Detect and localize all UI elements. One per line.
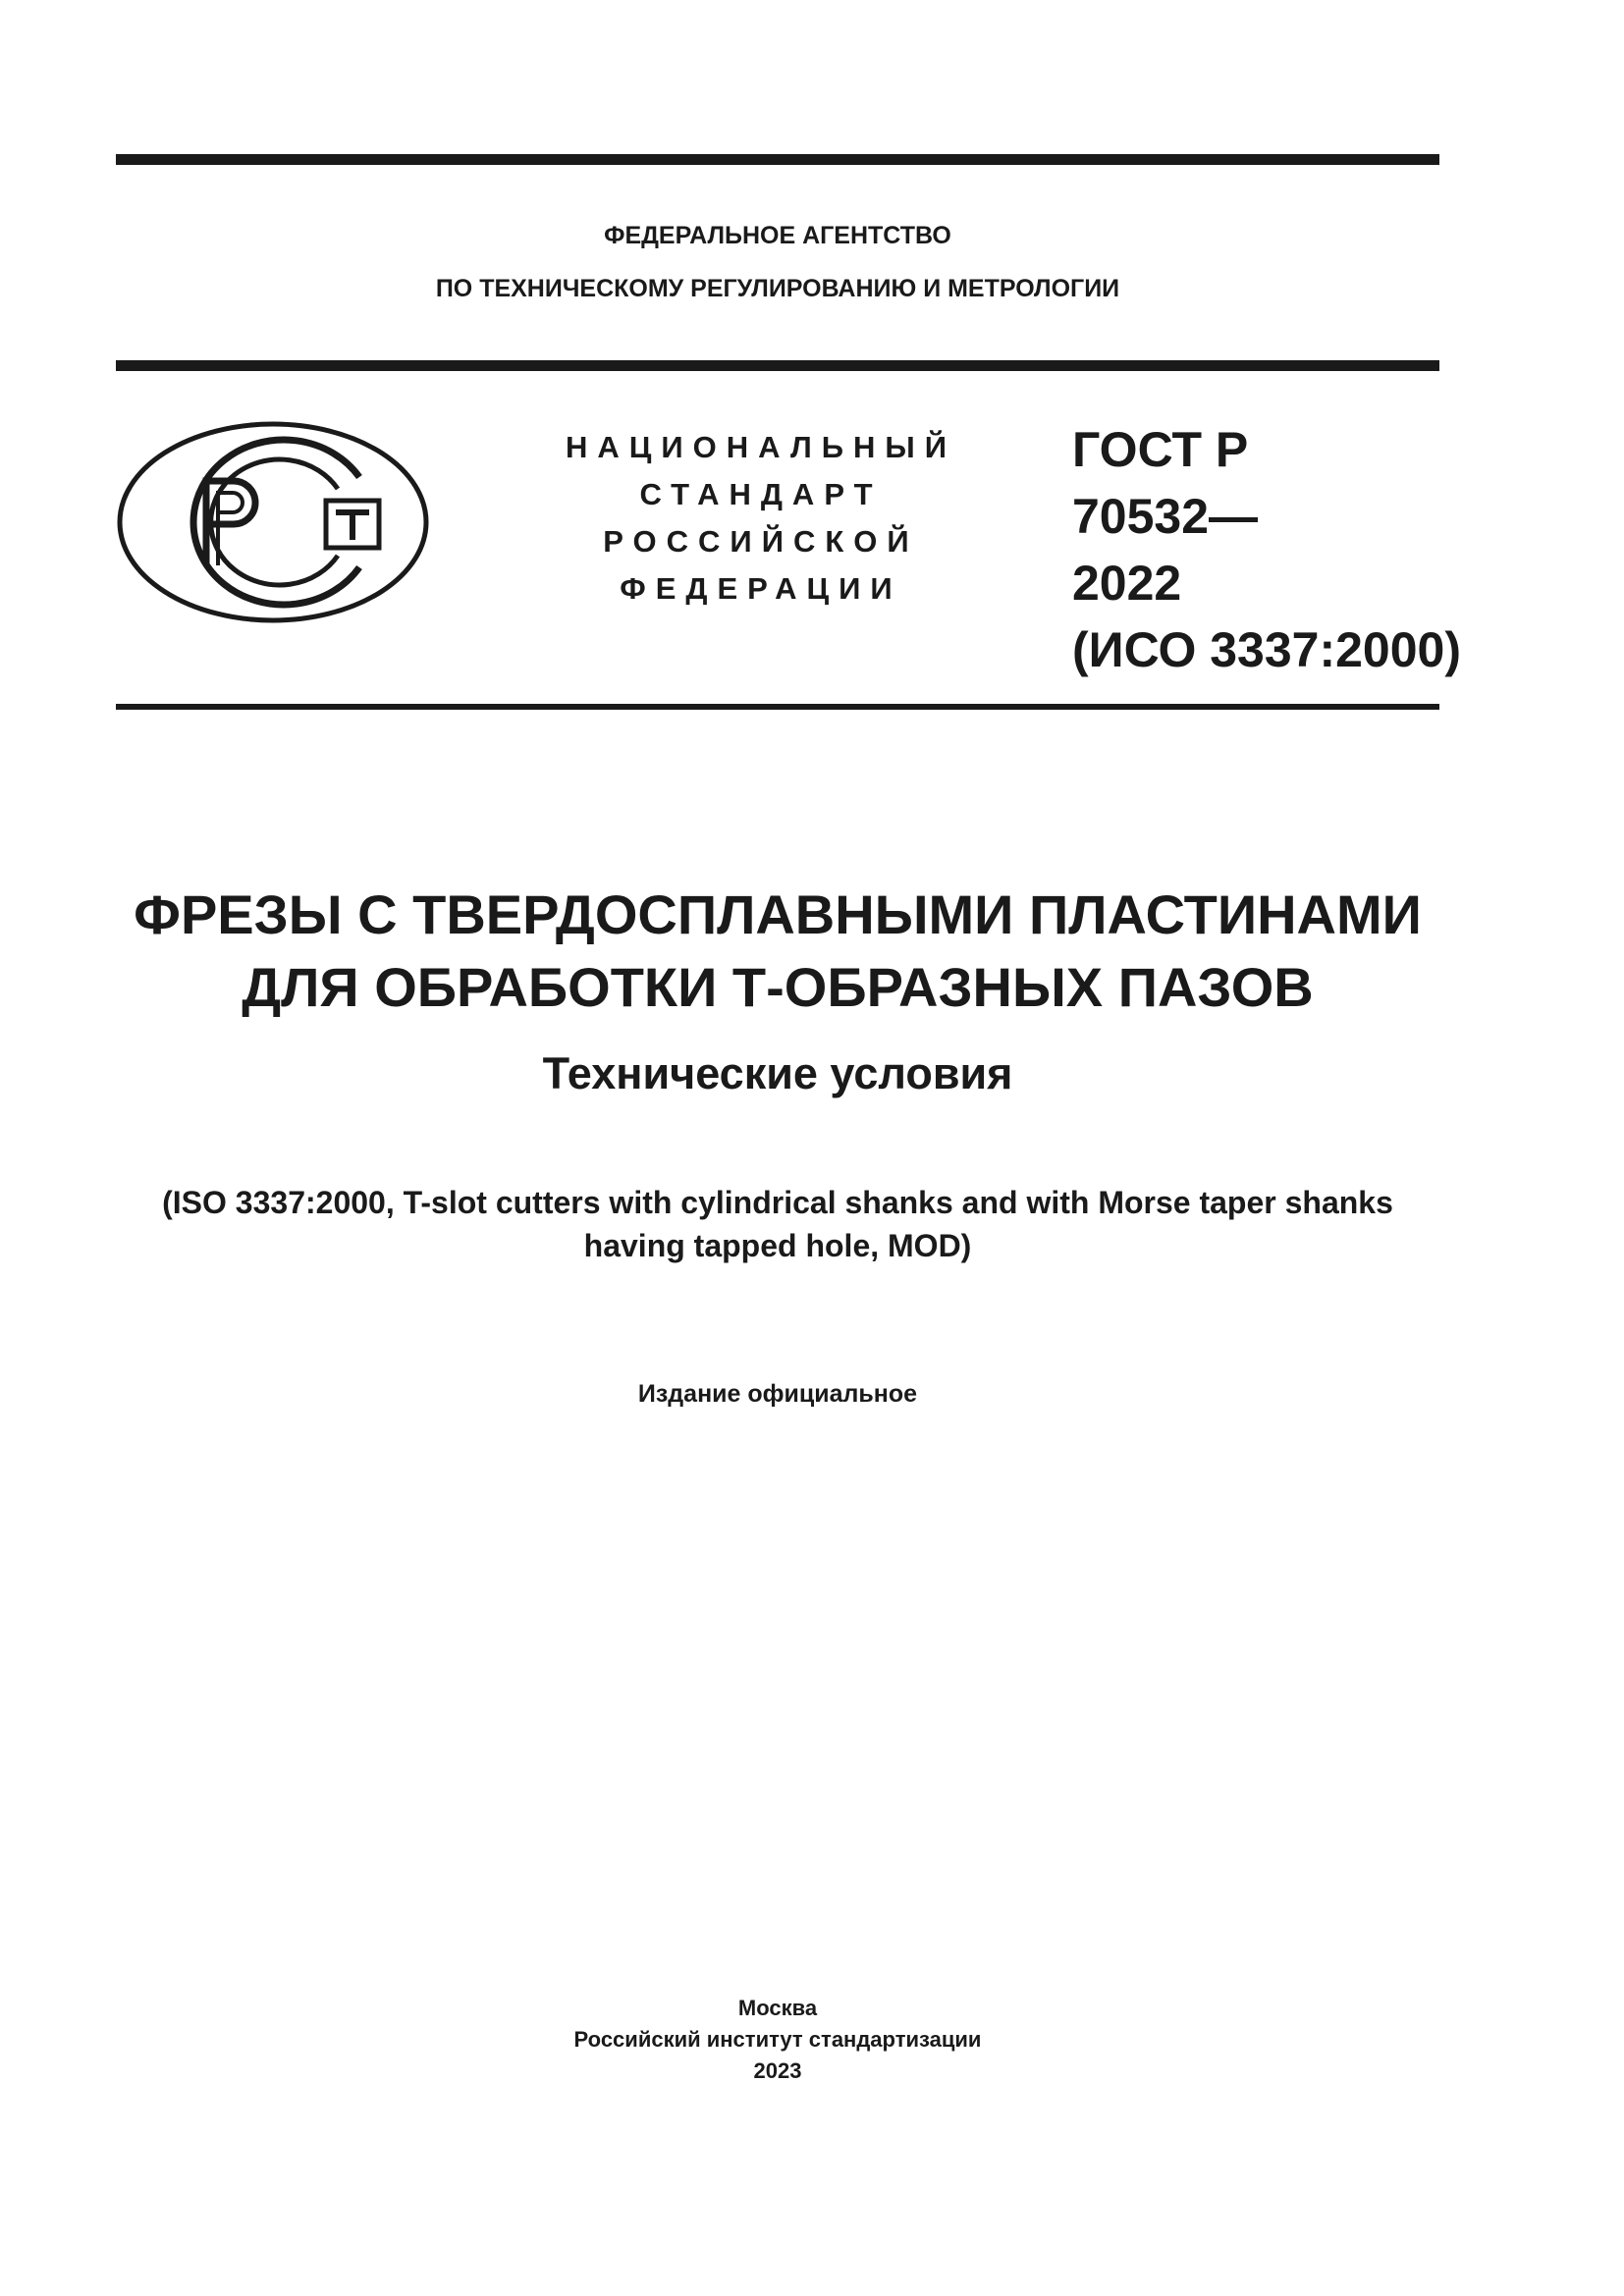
standard-designation <box>1072 416 1461 683</box>
document-title <box>116 879 1439 1024</box>
standard-type-line: ФЕДЕРАЦИИ <box>620 571 902 606</box>
iso-reference-line-2: having tapped hole, MOD) <box>583 1228 972 1263</box>
middle-rule <box>116 360 1439 371</box>
designation-line-1: ГОСТ Р <box>1072 422 1249 477</box>
publication-footer <box>116 1993 1439 2087</box>
agency-line-1: ФЕДЕРАЛЬНОЕ АГЕНТСТВО <box>604 222 951 249</box>
standard-type-line: СТАНДАРТ <box>639 477 883 511</box>
iso-reference-line-1: (ISO 3337:2000, T-slot cutters with cylindrical shanks and with Morse taper shanks <box>162 1185 1393 1220</box>
standard-type-line: НАЦИОНАЛЬНЫЙ <box>565 430 957 464</box>
bottom-rule <box>116 704 1439 710</box>
top-rule <box>116 154 1439 165</box>
footer-publisher: Российский институт стандартизации <box>573 2027 982 2052</box>
footer-city: Москва <box>737 1996 818 2020</box>
rst-logo-icon <box>116 420 430 624</box>
title-line-1: ФРЕЗЫ С ТВЕРДОСПЛАВНЫМИ ПЛАСТИНАМИ <box>134 883 1422 945</box>
edition-label: Издание официальное <box>637 1380 918 1408</box>
designation-line-4: (ИСО 3337:2000) <box>1072 622 1461 677</box>
agency-line-2: ПО ТЕХНИЧЕСКОМУ РЕГУЛИРОВАНИЮ И МЕТРОЛОГИИ <box>435 275 1120 302</box>
standard-type-line: РОССИЙСКОЙ <box>603 524 919 559</box>
document-subtitle: Технические условия <box>542 1048 1013 1098</box>
title-line-2: ДЛЯ ОБРАБОТКИ Т-ОБРАЗНЫХ ПАЗОВ <box>242 956 1314 1018</box>
standard-type-block <box>530 424 992 613</box>
designation-line-2: 70532— <box>1072 489 1259 544</box>
footer-year: 2023 <box>753 2058 802 2083</box>
designation-line-3: 2022 <box>1072 556 1182 611</box>
iso-reference <box>116 1181 1439 1267</box>
